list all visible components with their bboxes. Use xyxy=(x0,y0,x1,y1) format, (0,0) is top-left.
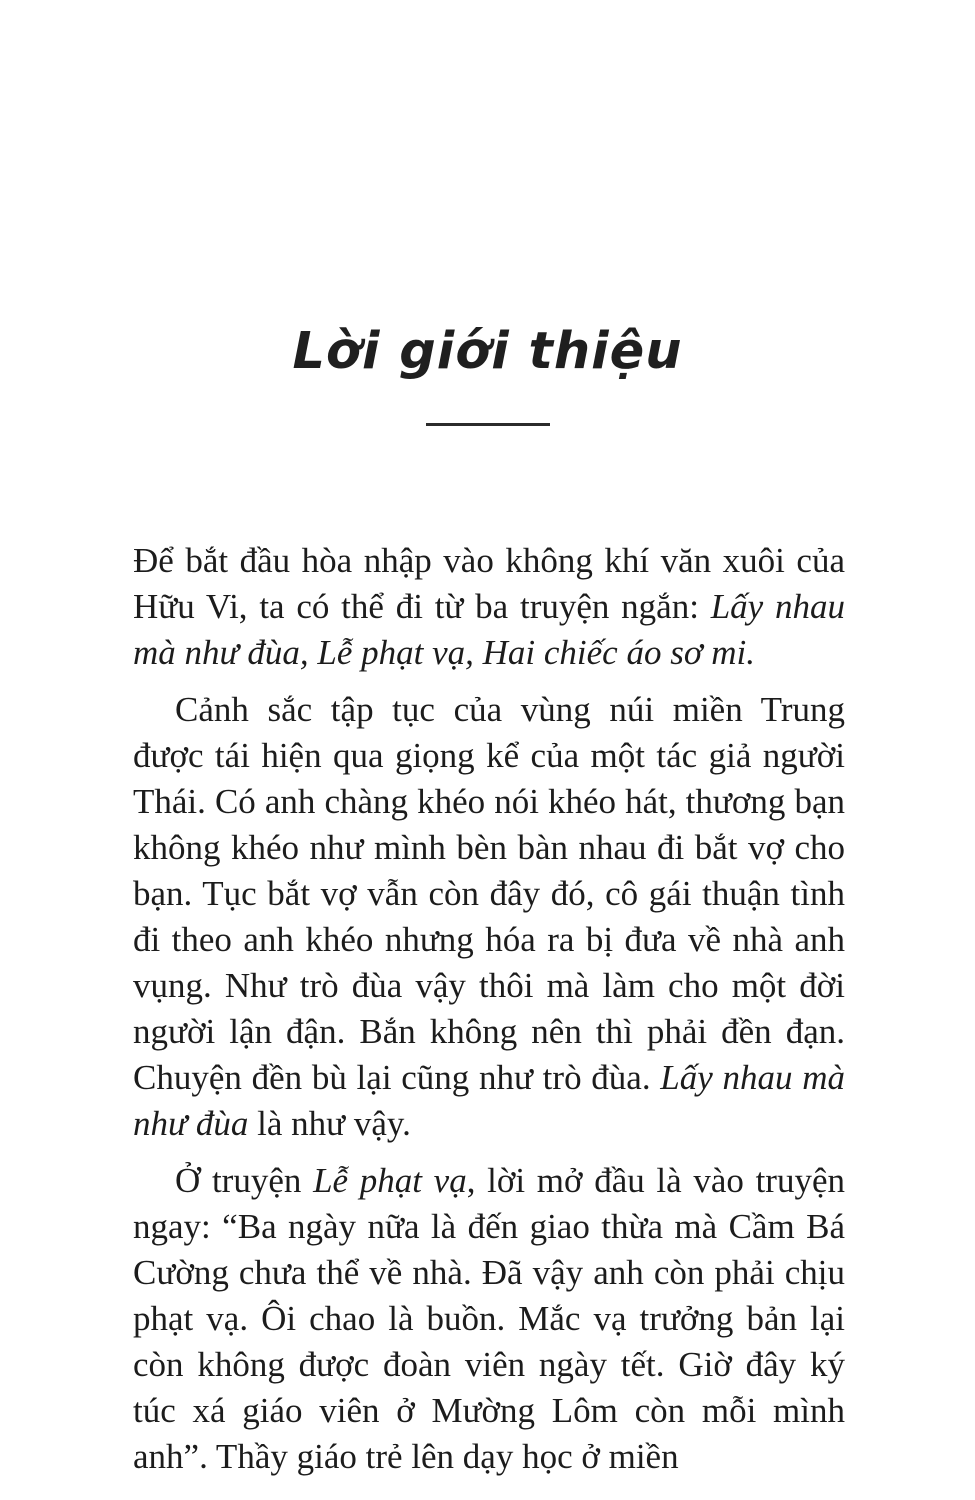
story-titles-italic-run: Lấy nhau mà như đùa, Lễ phạt vạ, Hai chiếc áo sơ mi. xyxy=(133,587,845,672)
text-run: là như vậy. xyxy=(248,1104,411,1143)
text-run: Để bắt đầu hòa nhập vào không khí văn xuôi của Hữu Vi, ta có thể đi từ ba truyện ngắn: xyxy=(133,541,845,626)
page-title: Lời giới thiệu xyxy=(292,322,683,381)
paragraph-le-phat-va xyxy=(133,1158,845,1480)
story-title-italic-run: Lấy nhau mà như đùa xyxy=(133,1058,845,1143)
text-run: , lời mở đầu là vào truyện ngay: “Ba ngày nữa là đến giao thừa mà Cầm Bá Cường chưa thể về nhà. Đã vậy anh còn phải chịu phạt vạ. Ôi chao là buồn. Mắc vạ trưởng bản lại còn không được đoàn viên ngày tết. Giờ đây ký túc xá giáo viên ở Mường Lôm còn mỗi mình anh”. Thầy giáo trẻ lên dạy học ở miền xyxy=(133,1161,845,1476)
paragraph-lay-nhau xyxy=(133,687,845,1147)
paragraph-intro xyxy=(133,538,845,676)
text-run: Ở truyện xyxy=(175,1161,314,1200)
text-run: Cảnh sắc tập tục của vùng núi miền Trung được tái hiện qua giọng kể của một tác giả người Thái. Có anh chàng khéo nói khéo hát, thương bạn không khéo như mình bèn bàn nhau đi bắt vợ cho bạn. Tục bắt vợ vẫn còn đây đó, cô gái thuận tình đi theo anh khéo nhưng hóa ra bị đưa về nhà anh vụng. Như trò đùa vậy thôi mà làm cho một đời người lận đận. Bắn không nên thì phải đền đạn. Chuyện đền bù lại cũng như trò đùa. xyxy=(133,690,845,1097)
title-divider xyxy=(426,423,550,426)
page-body xyxy=(133,538,845,1491)
story-title-italic-run: Lễ phạt vạ xyxy=(313,1161,467,1200)
